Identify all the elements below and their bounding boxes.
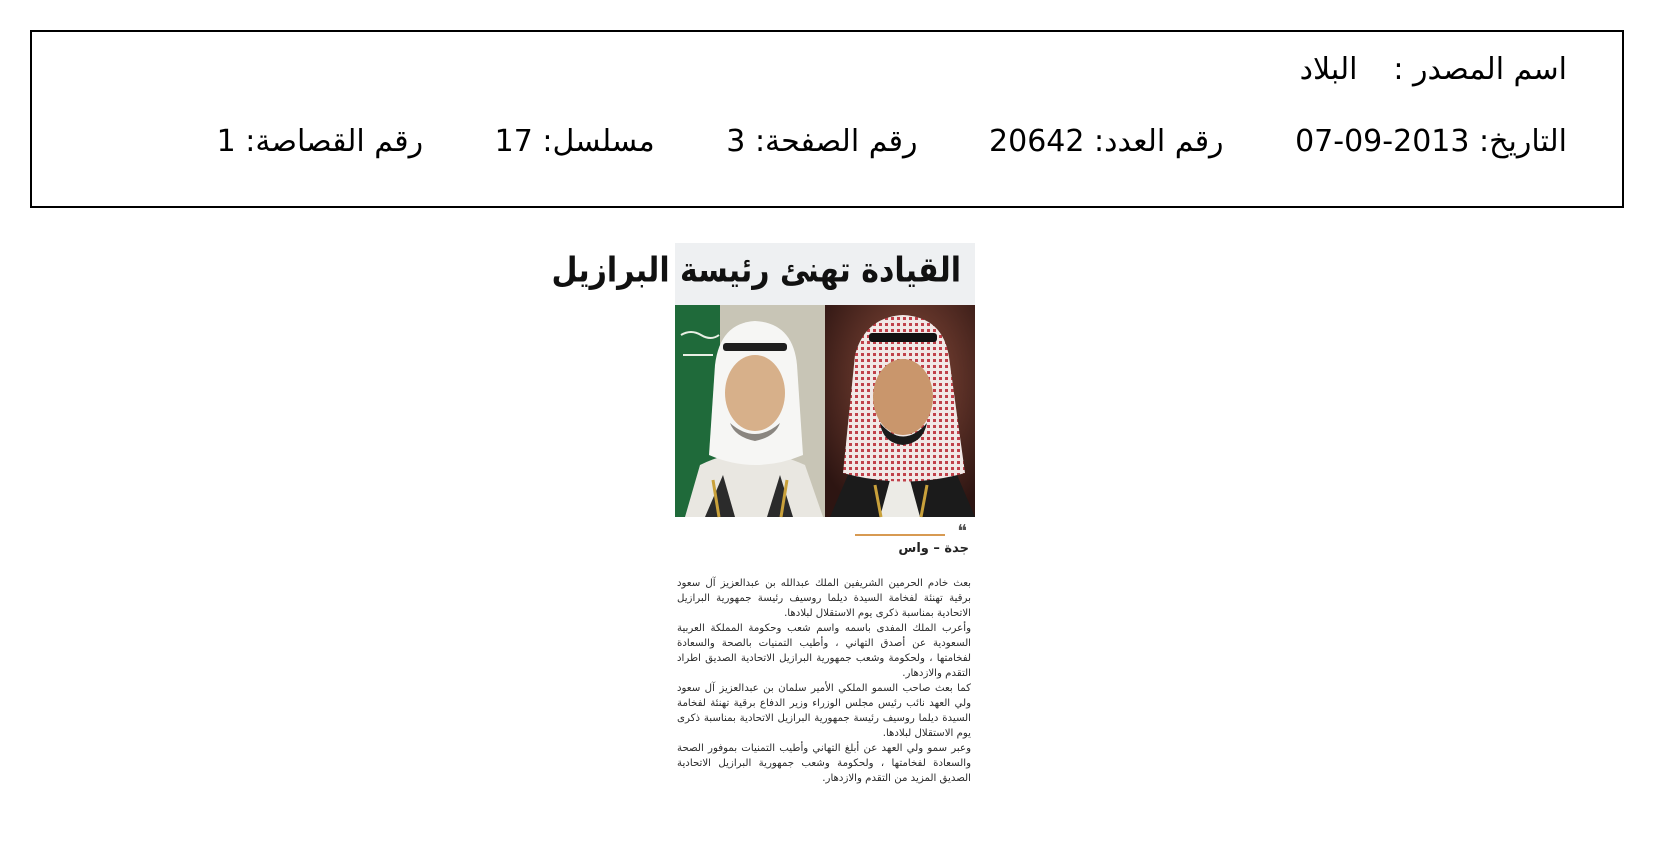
clip-value: 1 [216, 124, 236, 159]
article-headline: القيادة تهنئ رئيسة البرازيل [551, 250, 961, 291]
source-field [1300, 52, 1567, 87]
right-portrait-face [873, 359, 933, 435]
serial-label: مسلسل: [542, 124, 655, 159]
headline-band [551, 243, 975, 305]
article-paragraph: وعبر سمو ولي العهد عن أبلغ التهاني وأطيب التمنيات بموفور الصحة والسعادة لفخامتها ، ولحكومة وشعب جمهورية البرازيل الاتحادية الصديق المزيد من التقدم والازدهار. [677, 743, 971, 784]
article-byline: جدة – واس [898, 541, 969, 556]
byline-rule [855, 534, 945, 536]
issue-label: رقم العدد: [1094, 124, 1224, 159]
details-row [217, 124, 1567, 159]
quote-mark-icon: ❝ [957, 521, 967, 542]
newspaper-clipping [551, 243, 975, 843]
serial-value: 17 [494, 124, 533, 159]
serial-field [495, 124, 655, 159]
clip-label: رقم القصاصة: [245, 124, 424, 159]
article-paragraph: وأعرب الملك المفدى باسمه واسم شعب وحكومة المملكة العربية السعودية عن أصدق التهاني ، وأطيب التمنيات بالصحة والسعادة لفخامتها ، ولحكومة وشعب جمهورية البرازيل الاتحادية الصديق اطراد التقدم والازدهار. [677, 623, 971, 679]
page-field [726, 124, 917, 159]
left-portrait-face [725, 355, 785, 431]
article-paragraph: بعث خادم الحرمين الشريفين الملك عبدالله بن عبدالعزيز آل سعود برقية تهنئة لفخامة السيدة ديلما روسيف رئيسة جمهورية البرازيل الاتحادية بمناسبة ذكرى يوم الاستقلال لبلادها. [677, 578, 971, 619]
issue-field [989, 124, 1223, 159]
article-body [677, 576, 971, 786]
date-value: 2013-09-07 [1295, 124, 1470, 159]
source-label: اسم المصدر : [1393, 52, 1567, 87]
date-label: التاريخ: [1479, 124, 1567, 159]
portrait-photo [675, 305, 975, 517]
metadata-box [30, 30, 1624, 208]
clip-field [217, 124, 423, 159]
source-value: البلاد [1299, 52, 1358, 87]
date-field [1295, 124, 1567, 159]
page-value: 3 [726, 124, 746, 159]
article-paragraph: كما بعث صاحب السمو الملكي الأمير سلمان بن عبدالعزيز آل سعود ولي العهد نائب رئيس مجلس الوزراء وزير الدفاع برقية تهنئة لفخامة السيدة ديلما روسيف رئيسة جمهورية البرازيل الاتحادية بمناسبة ذكرى يوم الاستقلال لبلادها. [677, 683, 971, 739]
page-label: رقم الصفحة: [754, 124, 918, 159]
source-row [1300, 52, 1567, 87]
issue-value: 20642 [989, 124, 1085, 159]
